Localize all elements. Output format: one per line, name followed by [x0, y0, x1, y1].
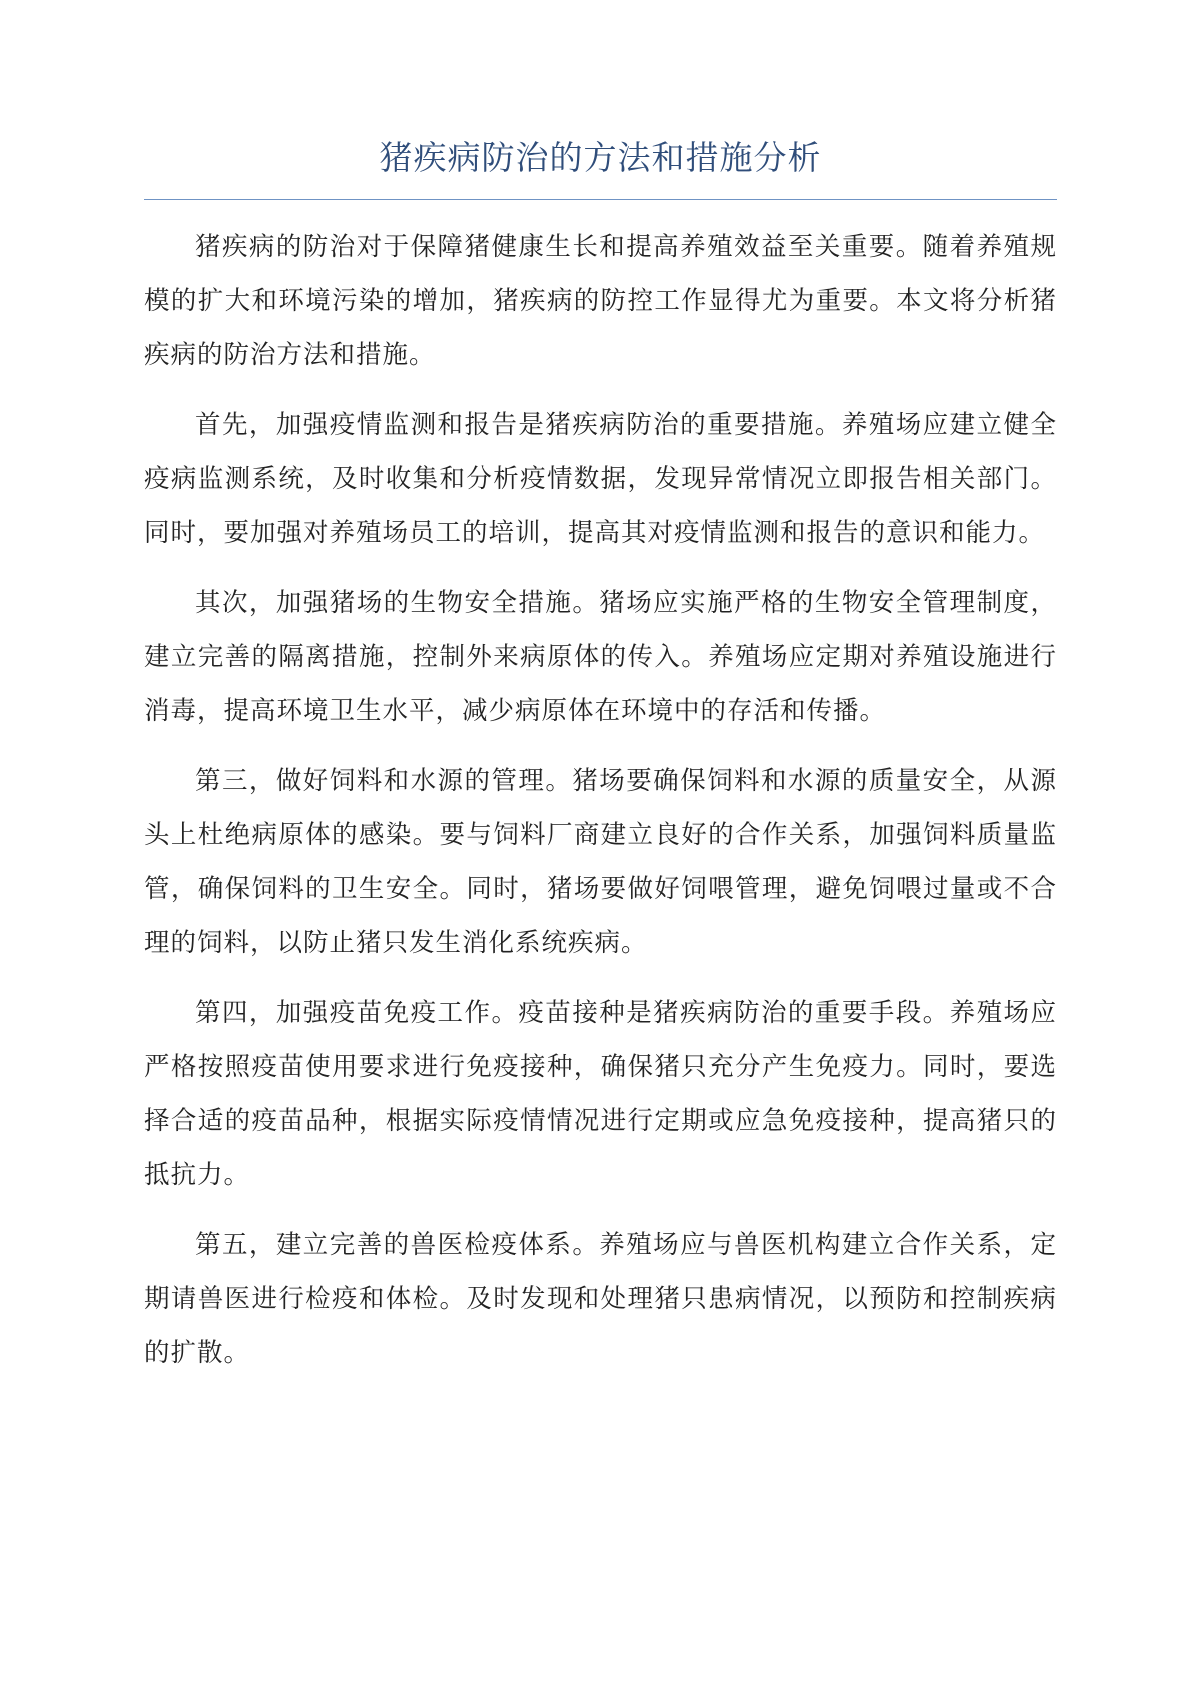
paragraph-intro: 猪疾病的防治对于保障猪健康生长和提高养殖效益至关重要。随着养殖规模的扩大和环境污染的增加，猪疾病的防控工作显得尤为重要。本文将分析猪疾病的防治方法和措施。: [144, 232, 1057, 370]
document-title: 猪疾病防治的方法和措施分析: [379, 138, 822, 177]
paragraph-feed-water: 第三，做好饲料和水源的管理。猪场要确保饲料和水源的质量安全，从源头上杜绝病原体的感染。要与饲料厂商建立良好的合作关系，加强饲料质量监管，确保饲料的卫生安全。同时，猪场要做好饲喂管理，避免饲喂过量或不合理的饲料，以防止猪只发生消化系统疾病。: [144, 766, 1057, 958]
document-body: [144, 220, 1057, 1396]
paragraph-monitoring: 首先，加强疫情监测和报告是猪疾病防治的重要措施。养殖场应建立健全疫病监测系统，及时收集和分析疫情数据，发现异常情况立即报告相关部门。同时，要加强对养殖场员工的培训，提高其对疫情监测和报告的意识和能力。: [144, 410, 1057, 548]
title-divider: [144, 199, 1057, 200]
paragraph-vaccination: 第四，加强疫苗免疫工作。疫苗接种是猪疾病防治的重要手段。养殖场应严格按照疫苗使用要求进行免疫接种，确保猪只充分产生免疫力。同时，要选择合适的疫苗品种，根据实际疫情情况进行定期或应急免疫接种，提高猪只的抵抗力。: [144, 998, 1057, 1190]
paragraph-veterinary: 第五，建立完善的兽医检疫体系。养殖场应与兽医机构建立合作关系，定期请兽医进行检疫和体检。及时发现和处理猪只患病情况，以预防和控制疾病的扩散。: [144, 1230, 1057, 1368]
paragraph-biosecurity: 其次，加强猪场的生物安全措施。猪场应实施严格的生物安全管理制度，建立完善的隔离措施，控制外来病原体的传入。养殖场应定期对养殖设施进行消毒，提高环境卫生水平，减少病原体在环境中的存活和传播。: [144, 588, 1057, 726]
